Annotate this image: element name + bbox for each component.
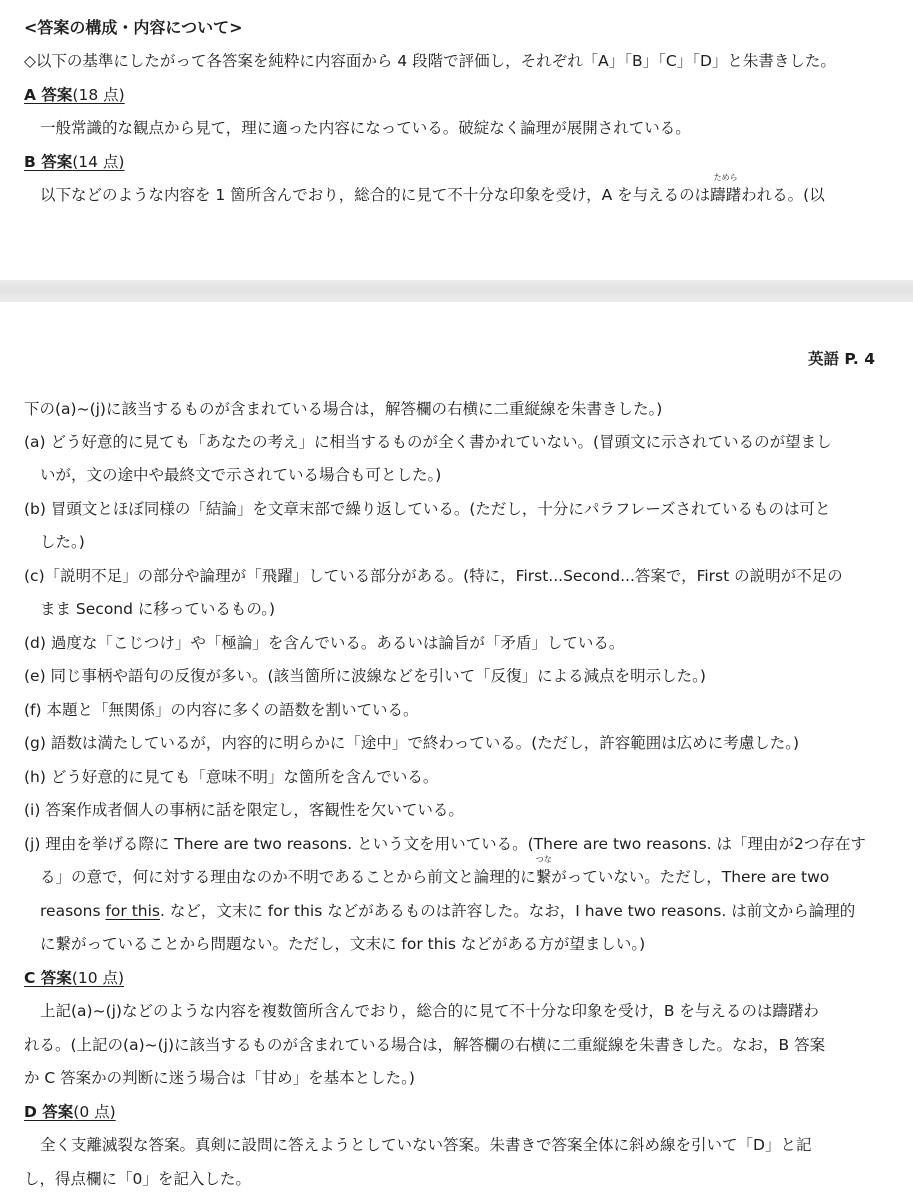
ruby-reading: つな [535, 855, 552, 864]
page-separator [0, 280, 913, 302]
grade-b-heading [24, 151, 124, 173]
list-item-j-cont2 [40, 900, 913, 922]
list-item-b: (b) 冒頭文とほぼ同様の「結論」を文章末部で繰り返している。(ただし，十分にパラフレーズされているものは可と [24, 500, 831, 518]
grade-d-title: D 答案 [24, 1103, 74, 1121]
list-item-e: (e) 同じ事柄や語句の反復が多い。(該当箇所に波線などを引いて「反復」による減点を明示した。) [24, 667, 706, 685]
ruby-hesitate [710, 173, 742, 206]
ruby-base: 躊躇 [710, 186, 742, 204]
list-item-a-cont: いが，文の途中や最終文で示されている場合も可とした。) [40, 466, 442, 484]
grade-b-description [40, 173, 913, 206]
grade-d-heading [24, 1101, 116, 1123]
ruby-reading: ためら [713, 173, 738, 182]
grade-c-title: C 答案 [24, 969, 72, 987]
grade-a-heading [24, 84, 125, 106]
document-page-bottom [0, 302, 913, 1200]
list-item-b-cont: した。) [40, 533, 85, 551]
grade-b-description-start: 以下などのような内容を 1 箇所含んでおり，総合的に見て不十分な印象を受け，A を与えるのは [40, 186, 711, 204]
grade-b-title: B 答案 [24, 153, 73, 171]
list-item-i: (i) 答案作成者個人の事柄に話を限定し，客観性を欠いている。 [24, 801, 464, 819]
grade-d-description-2: し，得点欄に「0」を記入した。 [24, 1170, 251, 1188]
section-heading: <答案の構成・内容について> [24, 18, 243, 37]
j-cont1-end: がっていない。ただし，There are two [551, 868, 830, 886]
grade-d-description-1: 全く支離滅裂な答案。真剣に設問に答えようとしていない答案。朱書きで答案全体に斜め線を引いて「D」と記 [40, 1136, 812, 1154]
grade-c-points: (10 点) [71, 969, 125, 987]
grade-a-title: A 答案 [24, 86, 73, 104]
document-page-top [0, 0, 913, 280]
intro-text: ◇以下の基準にしたがって各答案を純粋に内容面から 4 段階で評価し，それぞれ「A」「B」「C」「D」と朱書きした。 [24, 52, 836, 70]
ruby-base: 繋 [535, 868, 552, 886]
list-item-j-cont3: に繋がっていることから問題ない。ただし，文末に for this などがある方が望ましい。) [40, 935, 646, 953]
j-cont2-end: . など，文末に for this などがあるものは許容した。なお，I have two reasons. は前文から論理的 [159, 902, 856, 920]
grade-b-points: (14 点) [72, 153, 125, 171]
list-item-f: (f) 本題と「無関係」の内容に多くの語数を割いている。 [24, 701, 419, 719]
list-item-c: (c)「説明不足」の部分や論理が「飛躍」している部分がある。(特に，First...Second...答案で，First の説明が不足の [24, 567, 843, 585]
ruby-connect [535, 855, 552, 888]
list-item-h: (h) どう好意的に見ても「意味不明」な箇所を含んでいる。 [24, 768, 439, 786]
list-item-c-cont: まま Second に移っているもの。) [40, 600, 276, 618]
list-item-j: (j) 理由を挙げる際に There are two reasons. という文を用いている。(There are two reasons. は「理由が2つ存在す [24, 835, 866, 853]
grade-a-description: 一般常識的な観点から見て，理に適った内容になっている。破綻なく論理が展開されている。 [40, 119, 691, 137]
grade-d-points: (0 点) [73, 1103, 116, 1121]
grade-a-points: (18 点) [72, 86, 125, 104]
j-cont2-start: reasons [40, 902, 106, 920]
list-item-a: (a) どう好意的に見ても「あなたの考え」に相当するものが全く書かれていない。(冒頭文に示されているのが望まし [24, 433, 832, 451]
grade-c-description-2: れる。(上記の(a)~(j)に該当するものが含まれている場合は，解答欄の右横に二重縦線を朱書きした。なお，B 答案 [24, 1036, 826, 1054]
list-item-j-cont1 [40, 855, 913, 888]
grade-c-heading [24, 967, 124, 989]
list-item-d: (d) 過度な「こじつけ」や「極論」を含んでいる。あるいは論旨が「矛盾」している。 [24, 634, 625, 652]
continued-text: 下の(a)~(j)に該当するものが含まれている場合は，解答欄の右横に二重縦線を朱書きした。) [24, 400, 663, 418]
j-cont1-start: る」の意で，何に対する理由なのか不明であることから前文と論理的に [40, 868, 536, 886]
page-number-label: 英語 P. 4 [808, 350, 875, 368]
list-item-g: (g) 語数は満たしているが，内容的に明らかに「途中」で終わっている。(ただし，許容範囲は広めに考慮した。) [24, 734, 800, 752]
grade-c-description-3: か C 答案かの判断に迷う場合は「甘め」を基本とした。) [24, 1069, 415, 1087]
underlined-phrase: for this [105, 902, 160, 920]
grade-c-description-1: 上記(a)~(j)などのような内容を複数箇所含んでおり，総合的に見て不十分な印象を受け，B を与えるのは躊躇わ [40, 1002, 819, 1020]
grade-b-description-end: われる。(以 [741, 186, 825, 204]
